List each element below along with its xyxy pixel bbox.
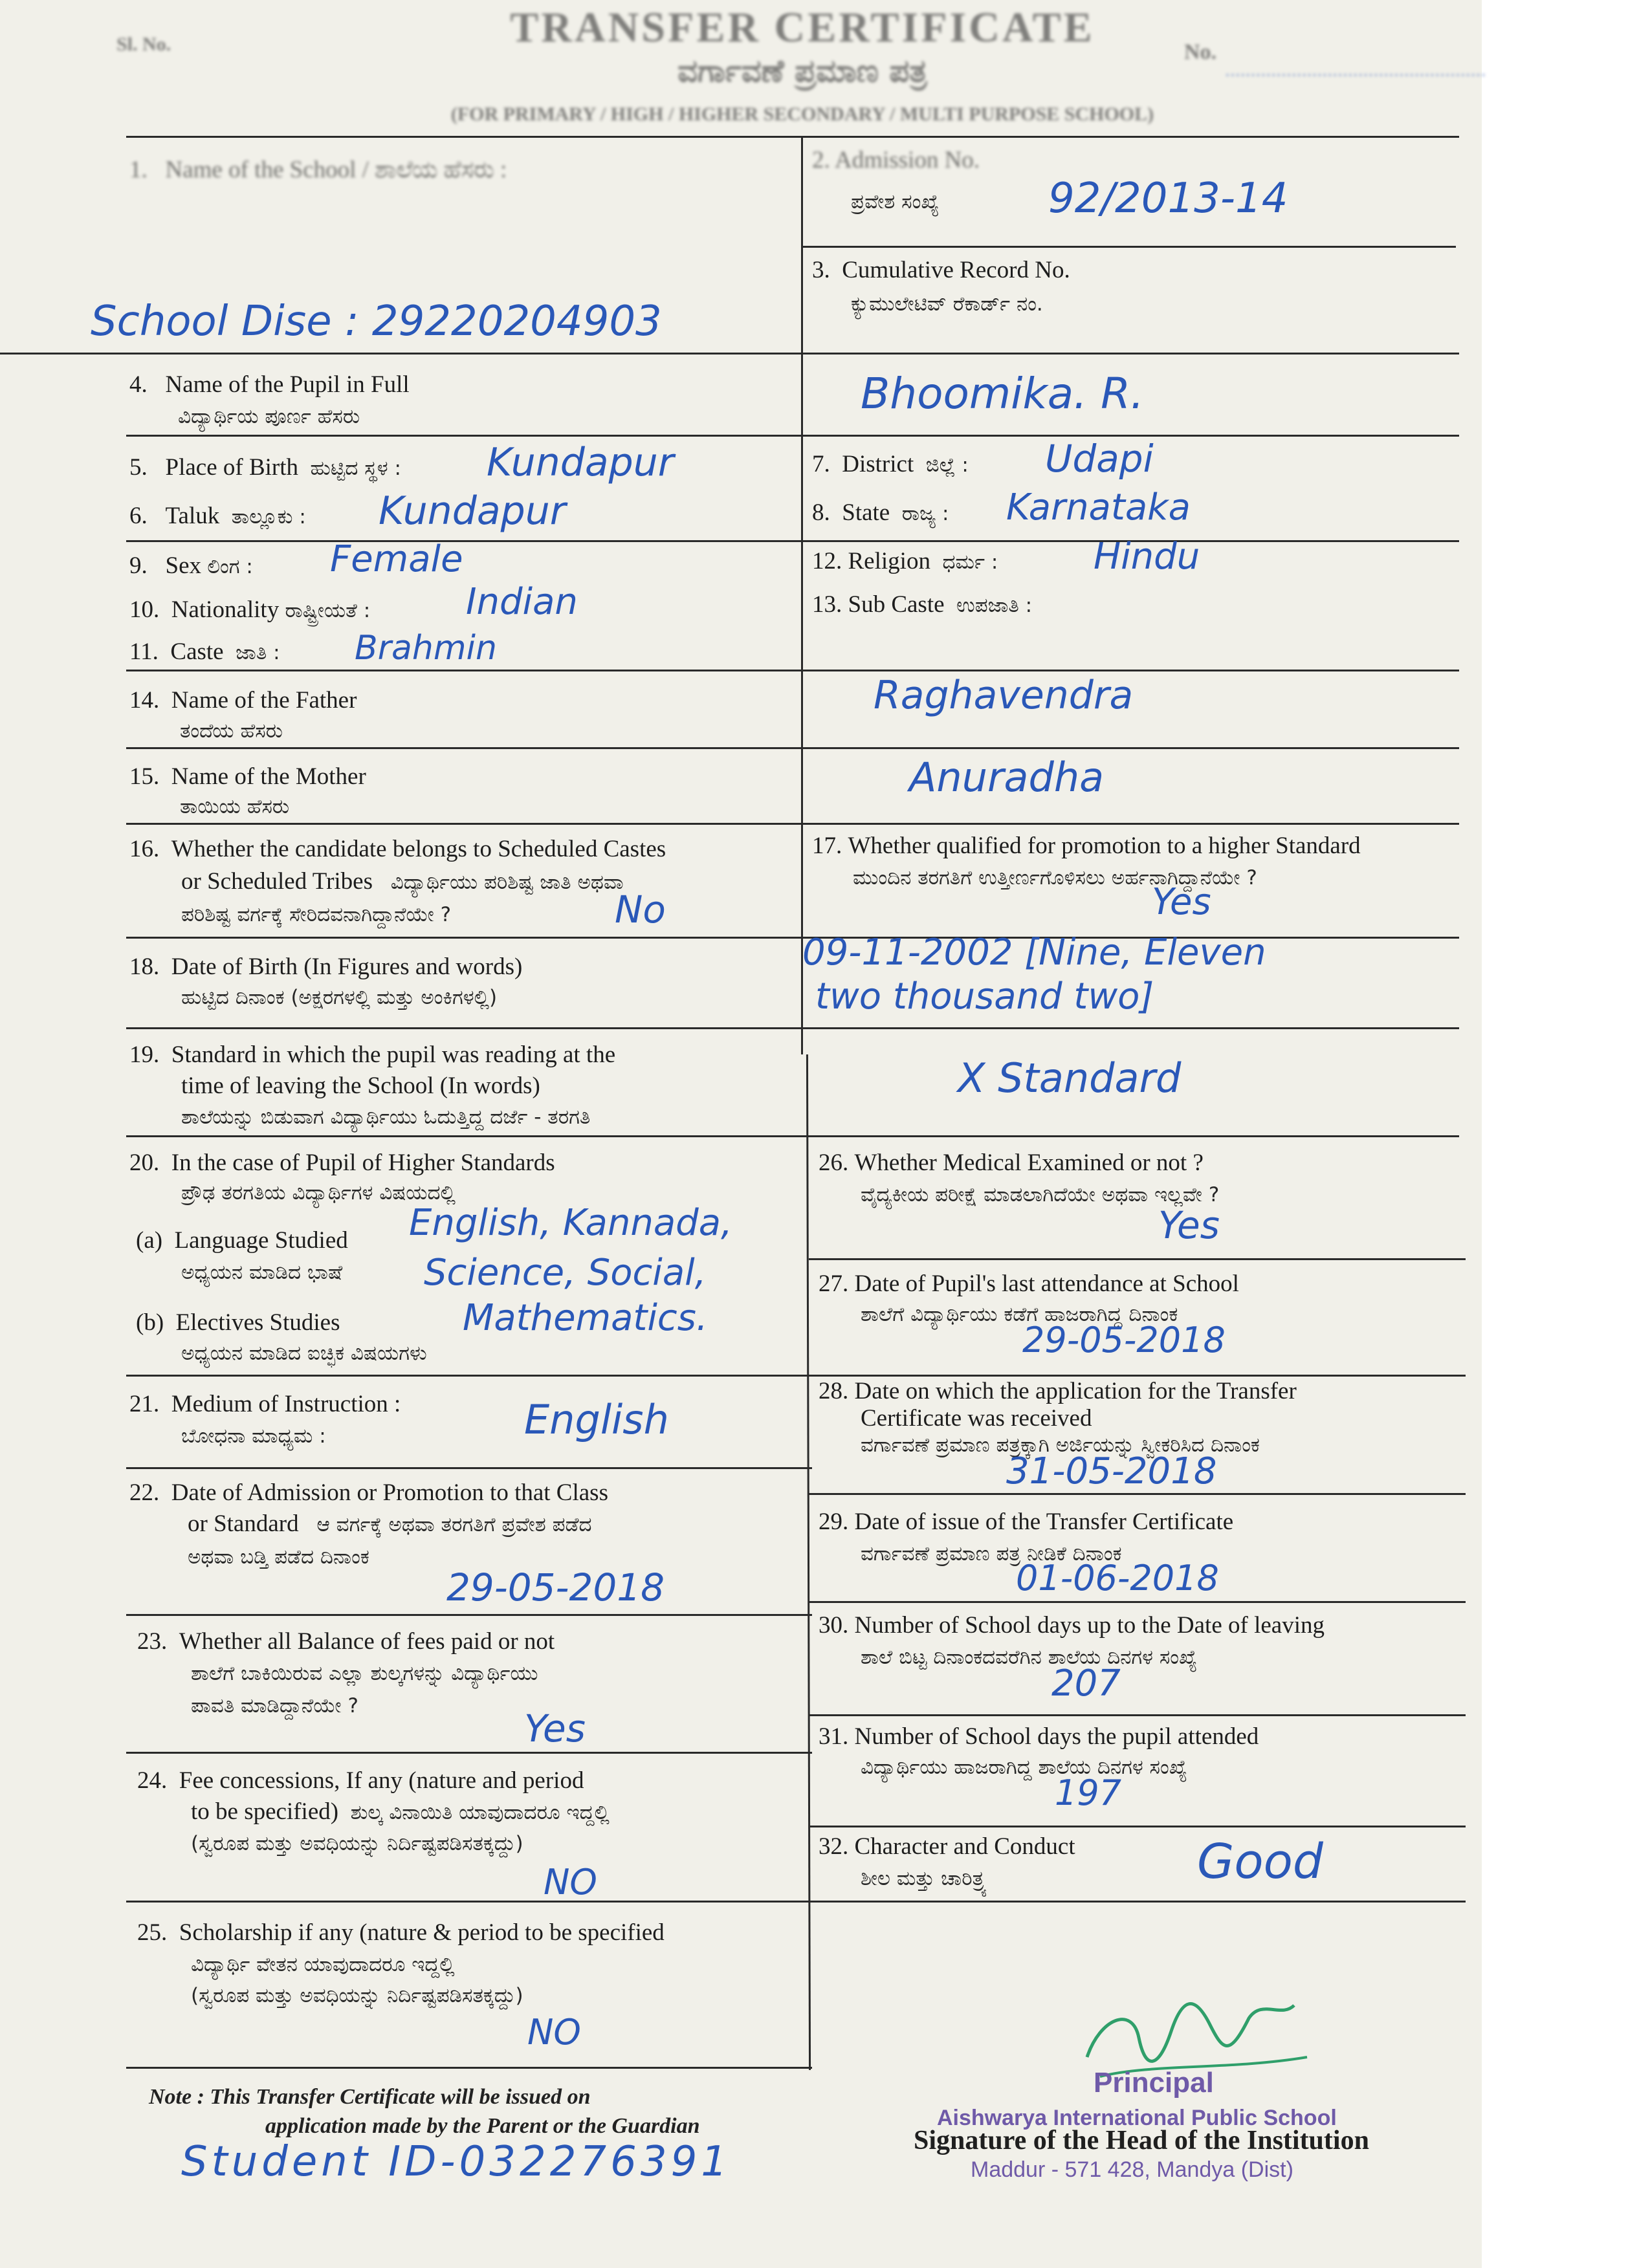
mother-name-value: Anuradha <box>909 754 1105 801</box>
field-21-label-kn: ಬೋಧನಾ ಮಾಧ್ಯಮ : <box>181 1424 326 1448</box>
field-number: (a) <box>136 1227 163 1254</box>
promotion-value: Yes <box>1152 881 1211 923</box>
field-number: 1. <box>129 157 148 183</box>
field-label: Medium of Instruction : <box>171 1391 401 1417</box>
field-21-label <box>129 1390 401 1419</box>
rule <box>126 435 1459 437</box>
fees-paid-value: Yes <box>524 1706 586 1750</box>
field-number: 27. <box>819 1270 849 1297</box>
field-22-label <box>129 1478 608 1508</box>
field-15-label-kn: ತಾಯಿಯ ಹೆಸರು <box>180 795 290 818</box>
rule <box>126 823 1459 825</box>
conduct-value: Good <box>1197 1834 1323 1890</box>
field-2-label <box>812 146 980 175</box>
field-29-label <box>819 1507 1233 1537</box>
field-number: 17. <box>812 833 842 859</box>
field-label-kn: ತಾಲ್ಲೂಕು : <box>231 505 306 529</box>
rule <box>0 353 1459 354</box>
dob-value-line2: two thousand two] <box>815 976 1154 1018</box>
field-17-label-kn: ಮುಂದಿನ ತರಗತಿಗೆ ಉತ್ತೀರ್ಣಗೊಳಿಸಲು ಅರ್ಹನಾಗಿದ್ದಾನೆಯೇ ? <box>853 866 1257 889</box>
field-number: 28. <box>819 1378 849 1404</box>
field-label-kn: ಲಿಂಗ : <box>207 555 253 578</box>
field-label-kn: ಹುಟ್ಟಿದ ಸ್ಥಳ : <box>310 457 401 480</box>
medical-value: Yes <box>1158 1203 1220 1247</box>
electives-value-line2: Mathematics. <box>463 1297 708 1339</box>
field-7-label <box>812 450 969 479</box>
field-20-label <box>129 1148 555 1178</box>
field-24-label-kn: (ಸ್ವರೂಪ ಮತ್ತು ಅವಧಿಯನ್ನು ನಿರ್ದಿಷ್ಟಪಡಿಸತಕ್ಕದ್ದು) <box>191 1832 523 1855</box>
field-16-label <box>129 834 666 864</box>
medium-value: English <box>524 1396 669 1443</box>
last-attendance-value: 29-05-2018 <box>1022 1320 1226 1360</box>
field-label: Standard in which the pupil was reading at the <box>171 1041 616 1068</box>
field-label-kn: ಉಪಜಾತಿ : <box>956 594 1033 617</box>
field-25-label <box>137 1918 665 1948</box>
field-label: Religion <box>848 548 930 574</box>
field-25-label-kn: ವಿದ್ಯಾರ್ಥಿ ವೇತನ ಯಾವುದಾದರೂ ಇದ್ದಲ್ಲಿ <box>191 1953 455 1976</box>
field-2-label-kn: ಪ್ರವೇಶ ಸಂಖ್ಯೆ <box>851 190 940 213</box>
language-value: English, Kannada, <box>409 1202 732 1244</box>
field-label-kn: ವಿದ್ಯಾರ್ಥಿಯು ಪರಿಶಿಷ್ಟ ಜಾತಿ ಅಥವಾ <box>390 871 624 894</box>
field-23-label <box>137 1627 555 1657</box>
field-28-label-line2: Certificate was received <box>861 1405 1092 1432</box>
page-margin <box>1482 0 1650 2268</box>
application-date-value: 31-05-2018 <box>1006 1450 1217 1492</box>
field-number: 29. <box>819 1509 849 1535</box>
stamp-address: Maddur - 571 428, Mandya (Dist) <box>971 2157 1293 2182</box>
column-divider <box>801 136 803 1054</box>
field-23-label-kn2: ಪಾವತಿ ಮಾಡಿದ್ದಾನೆಯೇ ? <box>191 1694 358 1717</box>
field-5-label <box>129 453 401 483</box>
rule <box>126 540 1459 542</box>
field-number: 15. <box>129 763 160 790</box>
field-label: Date of Admission or Promotion to that Class <box>171 1479 608 1506</box>
nationality-value: Indian <box>466 581 578 623</box>
rule <box>126 747 1459 749</box>
field-label: Whether Medical Examined or not ? <box>854 1150 1204 1176</box>
field-number: 4. <box>129 371 148 398</box>
field-30-label-kn: ಶಾಲೆ ಬಿಟ್ಟ ದಿನಾಂಕದವರೆಗಿನ ಶಾಲೆಯ ದಿನಗಳ ಸಂಖ್ಯೆ <box>861 1646 1198 1669</box>
days-attended-value: 197 <box>1055 1772 1122 1813</box>
field-number: (b) <box>136 1309 164 1336</box>
rule <box>126 670 1459 671</box>
field-label: Nationality <box>171 596 280 623</box>
field-12-label <box>812 547 998 576</box>
field-3-label <box>812 256 1070 285</box>
field-number: 22. <box>129 1479 160 1506</box>
admission-date-value: 29-05-2018 <box>446 1565 665 1609</box>
field-number: 18. <box>129 954 160 980</box>
field-number: 24. <box>137 1767 168 1794</box>
field-label: Cumulative Record No. <box>842 257 1070 283</box>
field-label: Date of Pupil's last attendance at School <box>854 1270 1239 1297</box>
field-label-kn: ರಾಷ್ಟ್ರೀಯತೆ : <box>285 599 371 622</box>
field-20a-label-kn: ಅಧ್ಯಯನ ಮಾಡಿದ ಭಾಷೆ <box>181 1261 343 1284</box>
field-number: 11. <box>129 638 159 665</box>
field-label: Name of the Pupil in Full <box>165 371 410 398</box>
field-4-label <box>129 370 410 400</box>
rule <box>126 136 1459 138</box>
rule <box>126 1467 812 1469</box>
admission-no-value: 92/2013-14 <box>1048 175 1288 223</box>
fee-concession-value: NO <box>544 1862 597 1903</box>
rule <box>802 246 1456 248</box>
state-value: Karnataka <box>1006 486 1191 529</box>
field-number: 30. <box>819 1612 849 1639</box>
certificate-subtitle: (FOR PRIMARY / HIGH / HIGHER SECONDARY / MULTI PURPOSE SCHOOL) <box>450 104 1154 125</box>
student-id-value: Student ID-032276391 <box>181 2138 731 2186</box>
field-label: Taluk <box>165 503 220 529</box>
column-divider <box>806 1054 811 2070</box>
field-10-label <box>129 595 370 625</box>
field-16-label-line2 <box>181 867 624 897</box>
rule <box>809 1258 1466 1260</box>
field-number: 26. <box>819 1150 849 1176</box>
signature-label: Signature of the Head of the Institution <box>914 2126 1369 2155</box>
rule <box>809 1601 1466 1603</box>
rule <box>126 1752 812 1754</box>
district-value: Udapi <box>1045 437 1154 481</box>
field-20b-label <box>136 1308 340 1338</box>
field-number: 23. <box>137 1628 168 1655</box>
field-label: Whether all Balance of fees paid or not <box>179 1628 555 1655</box>
field-19-label-line2: time of leaving the School (In words) <box>181 1073 540 1099</box>
field-26-label <box>819 1148 1204 1178</box>
field-label: Number of School days up to the Date of leaving <box>854 1612 1325 1639</box>
field-15-label <box>129 762 366 792</box>
sc-st-value: No <box>615 888 666 932</box>
field-8-label <box>812 498 949 528</box>
field-19-label-kn: ಶಾಲೆಯನ್ನು ಬಿಡುವಾಗ ವಿದ್ಯಾರ್ಥಿಯು ಓದುತ್ತಿದ್ದ ದರ್ಜೆ - ತರಗತಿ <box>181 1106 591 1129</box>
field-26-label-kn: ವೈದ್ಯಕೀಯ ಪರೀಕ್ಷೆ ಮಾಡಲಾಗಿದೆಯೇ ಅಥವಾ ಇಲ್ಲವೇ ? <box>861 1183 1220 1206</box>
field-14-label <box>129 686 357 715</box>
rule <box>126 1027 1459 1029</box>
serial-label: Sl. No. <box>116 34 171 55</box>
stamp-school: Aishwarya International Public School <box>937 2106 1337 2130</box>
field-label: or Scheduled Tribes <box>181 868 373 895</box>
field-23-label-kn: ಶಾಲೆಗೆ ಬಾಕಿಯಿರುವ ಎಲ್ಲಾ ಶುಲ್ಕಗಳನ್ನು ವಿದ್ಯಾರ್ಥಿಯು <box>191 1662 538 1685</box>
standard-value: X Standard <box>958 1054 1182 1102</box>
field-label-kn: ಜಿಲ್ಲೆ : <box>925 453 969 477</box>
field-label: District <box>842 451 914 477</box>
dob-value-line1: 09-11-2002 [Nine, Eleven <box>802 932 1266 974</box>
field-label: Date on which the application for the Transfer <box>854 1378 1297 1404</box>
scholarship-value: NO <box>527 2012 581 2053</box>
rule <box>809 1901 1466 1903</box>
field-label: or Standard <box>188 1510 299 1537</box>
field-label: Name of the Father <box>171 687 357 714</box>
place-of-birth-value: Kundapur <box>487 440 674 485</box>
certificate-no-label: No. <box>1184 40 1217 64</box>
issue-date-value: 01-06-2018 <box>1016 1558 1219 1598</box>
field-16-label-kn: ಪರಿಶಿಷ್ಟ ವರ್ಗಕ್ಕೆ ಸೇರಿದವನಾಗಿದ್ದಾನೆಯೇ ? <box>181 903 452 926</box>
field-number: 8. <box>812 499 830 526</box>
rule <box>126 2067 812 2069</box>
caste-value: Brahmin <box>355 629 497 668</box>
field-number: 2. <box>812 147 830 173</box>
stamp-title: Principal <box>1094 2067 1214 2099</box>
field-25-label-kn2: (ಸ್ವರೂಪ ಮತ್ತು ಅವಧಿಯನ್ನು ನಿರ್ದಿಷ್ಟಪಡಿಸತಕ್ಕದ್ದು) <box>191 1984 523 2007</box>
field-number: 32. <box>819 1833 849 1860</box>
field-number: 21. <box>129 1391 160 1417</box>
field-11-label <box>129 637 280 667</box>
field-number: 7. <box>812 451 830 477</box>
certificate-number <box>1226 28 1485 76</box>
field-4-label-kn: ವಿದ್ಯಾರ್ಥಿಯ ಪೂರ್ಣ ಹೆಸರು <box>178 405 360 428</box>
field-13-label <box>812 590 1032 620</box>
field-number: 13. <box>812 591 842 618</box>
certificate-title-kn: ವರ್ಗಾವಣೆ ಪ್ರಮಾಣ ಪತ್ರ <box>677 53 927 89</box>
field-32-label-kn: ಶೀಲ ಮತ್ತು ಚಾರಿತ್ರ್ಯ <box>861 1867 987 1890</box>
field-number: 31. <box>819 1723 849 1750</box>
field-number: 5. <box>129 454 148 481</box>
field-28-label-kn: ವರ್ಗಾವಣೆ ಪ್ರಮಾಣ ಪತ್ರಕ್ಕಾಗಿ ಅರ್ಜಿಯನ್ನು ಸ್ವೀಕರಿಸಿದ ದಿನಾಂಕ <box>861 1434 1260 1457</box>
field-label: Date of Birth (In Figures and words) <box>171 954 523 980</box>
field-label: Place of Birth <box>165 454 299 481</box>
field-number: 6. <box>129 503 148 529</box>
field-27-label <box>819 1269 1239 1299</box>
taluk-value: Kundapur <box>379 488 566 534</box>
field-label: Scholarship if any (nature & period to be specified <box>179 1919 665 1946</box>
rule <box>126 1135 1459 1137</box>
field-label: Admission No. <box>834 147 980 173</box>
field-label-kn: ಆ ವರ್ಗಕ್ಕೆ ಅಥವಾ ತರಗತಿಗೆ ಪ್ರವೇಶ ಪಡೆದ <box>316 1513 592 1536</box>
field-label: Caste <box>170 638 224 665</box>
field-label: Name of the School / ಶಾಲೆಯ ಹೆಸರು : <box>165 157 507 183</box>
field-number: 14. <box>129 687 160 714</box>
note-line-1: Note : This Transfer Certificate will be issued on <box>149 2085 591 2109</box>
field-29-label-kn: ವರ್ಗಾವಣೆ ಪ್ರಮಾಣ ಪತ್ರ ನೀಡಿಕೆ ದಿನಾಂಕ <box>861 1542 1122 1565</box>
father-name-value: Raghavendra <box>874 673 1134 718</box>
field-31-label <box>819 1722 1259 1752</box>
field-20-label-kn: ಪ್ರೌಢ ತರಗತಿಯ ವಿದ್ಯಾರ್ಥಿಗಳ ವಿಷಯದಲ್ಲಿ <box>181 1181 456 1205</box>
field-number: 20. <box>129 1150 160 1176</box>
field-20a-label <box>136 1226 348 1256</box>
field-31-label-kn: ವಿದ್ಯಾರ್ಥಿಯು ಹಾಜರಾಗಿದ್ದ ಶಾಲೆಯ ದಿನಗಳ ಸಂಖ್ಯೆ <box>861 1756 1187 1779</box>
sex-value: Female <box>330 538 463 580</box>
certificate-title: TRANSFER CERTIFICATE <box>510 4 1095 51</box>
field-label: Character and Conduct <box>854 1833 1075 1860</box>
electives-value-line1: Science, Social, <box>424 1252 707 1294</box>
field-24-label <box>137 1766 584 1796</box>
pupil-name-value: Bhoomika. R. <box>861 369 1144 419</box>
field-label: Language Studied <box>174 1227 348 1254</box>
field-22-label-kn: ಅಥವಾ ಬಡ್ತಿ ಪಡೆದ ದಿನಾಂಕ <box>188 1545 369 1569</box>
field-1-label <box>129 155 507 185</box>
rule <box>126 1614 812 1616</box>
field-17-label <box>812 831 1361 861</box>
field-label: Number of School days the pupil attended <box>854 1723 1259 1750</box>
field-number: 16. <box>129 836 160 862</box>
field-number: 10. <box>129 596 160 623</box>
field-number: 19. <box>129 1041 160 1068</box>
field-27-label-kn: ಶಾಲೆಗೆ ವಿದ್ಯಾರ್ಥಿಯು ಕಡೆಗೆ ಹಾಜರಾಗಿದ್ದ ದಿನಾಂಕ <box>861 1303 1178 1326</box>
field-32-label <box>819 1832 1075 1862</box>
note-line-2: application made by the Parent or the Guardian <box>265 2114 700 2138</box>
field-28-label <box>819 1377 1297 1406</box>
field-label: State <box>842 499 890 526</box>
field-number: 9. <box>129 552 148 579</box>
school-dise-value: School Dise : 29220204903 <box>91 298 662 345</box>
field-label: Whether the candidate belongs to Scheduled Castes <box>171 836 666 862</box>
field-30-label <box>819 1611 1325 1641</box>
rule <box>126 1901 812 1903</box>
field-label: Electives Studies <box>175 1309 340 1336</box>
field-18-label-kn: ಹುಟ್ಟಿದ ದಿನಾಂಕ (ಅಕ್ಷರಗಳಲ್ಲಿ ಮತ್ತು ಅಂಕಿಗಳಲ್ಲಿ) <box>181 986 498 1009</box>
rule <box>809 1493 1466 1495</box>
field-label-kn: ಶುಲ್ಕ ವಿನಾಯಿತಿ ಯಾವುದಾದರೂ ಇದ್ದಲ್ಲಿ <box>350 1801 610 1824</box>
field-label: Whether qualified for promotion to a higher Standard <box>848 833 1361 859</box>
religion-value: Hindu <box>1094 536 1200 578</box>
field-number: 25. <box>137 1919 168 1946</box>
field-number: 12. <box>812 548 842 574</box>
field-label-kn: ಜಾತಿ : <box>236 641 280 664</box>
field-9-label <box>129 551 253 581</box>
field-label: to be specified) <box>191 1798 339 1825</box>
field-label: In the case of Pupil of Higher Standards <box>171 1150 555 1176</box>
field-label: Fee concessions, If any (nature and period <box>179 1767 584 1794</box>
field-label: Sub Caste <box>848 591 945 618</box>
field-24-label-line2 <box>191 1797 610 1827</box>
rule <box>809 1714 1466 1716</box>
field-number: 3. <box>812 257 830 283</box>
field-14-label-kn: ತಂದೆಯ ಹೆಸರು <box>180 719 283 743</box>
field-3-label-kn: ಕ್ಯುಮುಲೇಟಿವ್ ರೆಕಾರ್ಡ್ ನಂ. <box>851 292 1043 316</box>
field-label-kn: ಧರ್ಮ : <box>942 551 998 574</box>
field-label: Name of the Mother <box>171 763 366 790</box>
field-18-label <box>129 952 522 982</box>
field-22-label-line2 <box>188 1509 591 1539</box>
field-label-kn: ರಾಜ್ಯ : <box>901 502 949 525</box>
school-days-value: 207 <box>1051 1663 1121 1705</box>
rule <box>809 1826 1466 1827</box>
field-label: Sex <box>165 552 201 579</box>
field-label: Date of issue of the Transfer Certificate <box>854 1509 1234 1535</box>
field-19-label <box>129 1040 615 1070</box>
field-6-label <box>129 501 306 531</box>
field-20b-label-kn: ಅಧ್ಯಯನ ಮಾಡಿದ ಐಚ್ಛಿಕ ವಿಷಯಗಳು <box>181 1342 427 1365</box>
